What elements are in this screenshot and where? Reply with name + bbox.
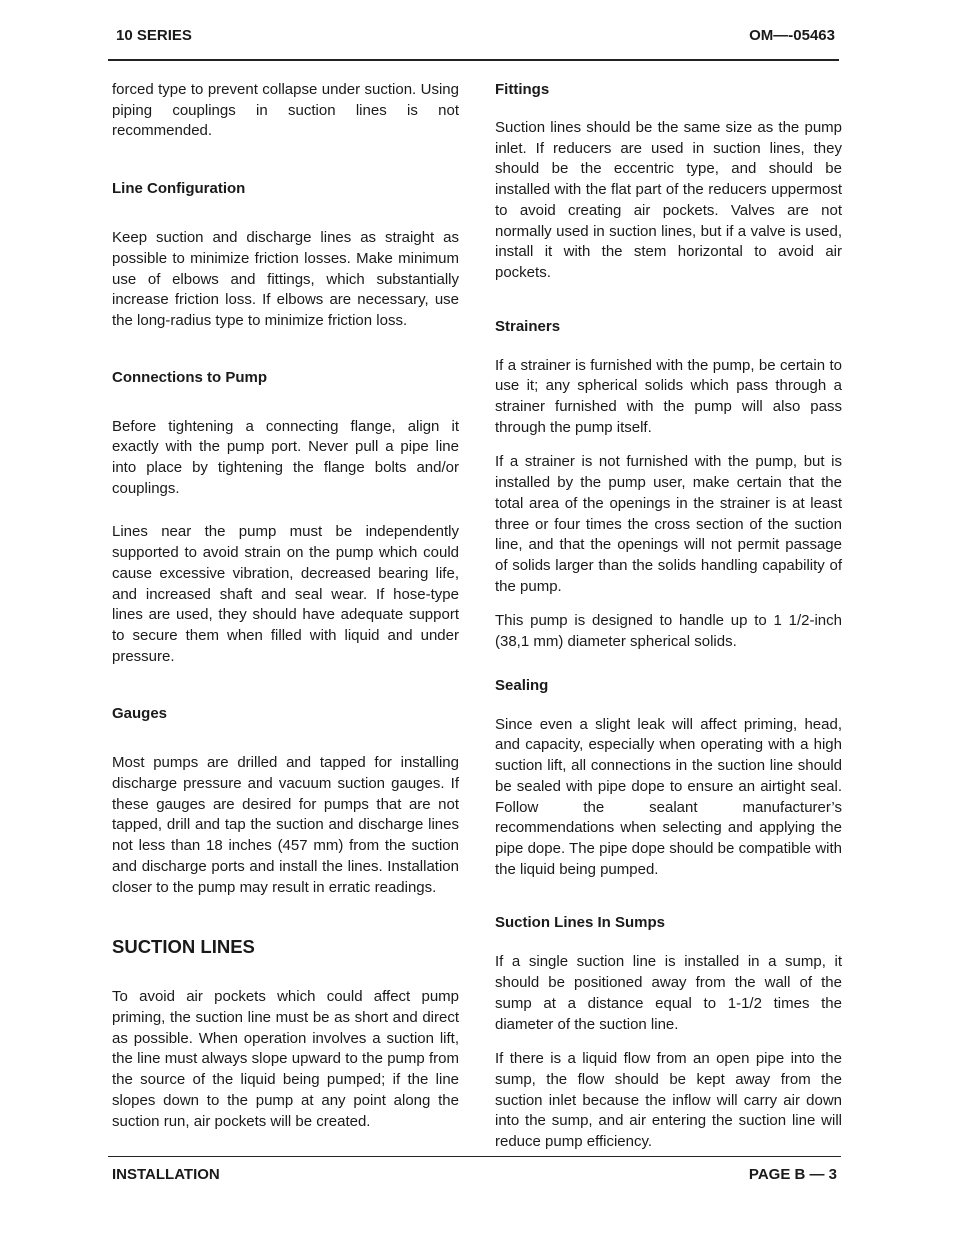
header-series: 10 SERIES: [116, 27, 192, 44]
right-column: [495, 80, 842, 1153]
sumps-paragraph-1: If a single suction line is installed in a sump, it should be positioned away from the wall of the sump at a distance equal to 1-1/2 times the diameter of the suction line.: [495, 953, 842, 1033]
suction-lines-paragraph: To avoid air pockets which could affect pump priming, the suction line must be as short and direct as possible. When operation involves a suction lift, the line must always slope upward to the pump from the source of the liquid being pumped; if the line slopes down to the pump at any point along the suction run, air pockets will be created.: [112, 988, 459, 1130]
footer-page-number: PAGE B — 3: [748, 1166, 837, 1183]
footer-section: INSTALLATION: [112, 1166, 220, 1183]
strainers-paragraph-1: If a strainer is furnished with the pump, be certain to use it; any spherical solids which pass through a strainer furnished with the pump will also pass through the pump itself.: [495, 356, 842, 436]
connections-paragraph-2: Lines near the pump must be independently supported to avoid strain on the pump which could cause excessive vibration, decreased bearing life, and increased shaft and seal wear. If hose-type lines are used, they should have adequate support to secure them when filled with liquid and under pressure.: [112, 523, 459, 665]
fittings-heading: Fittings: [495, 81, 550, 98]
line-configuration-paragraph: Keep suction and discharge lines as straight as possible to minimize friction losses. Make minimum use of elbows and fittings, which substantially increase friction loss. If elbows are necessary, use the long-radius type to minimize friction loss.: [112, 229, 459, 329]
connections-to-pump-heading: Connections to Pump: [112, 368, 267, 386]
footer-rule: [108, 1156, 841, 1157]
continued-paragraph: forced type to prevent collapse under suction. Using piping couplings in suction lines is not recommended.: [112, 81, 459, 140]
sumps-paragraph-2: If there is a liquid flow from an open pipe into the sump, the flow should be kept away from the suction inlet because the inflow will carry air down into the sump, and air entering the suction line will reduce pump efficiency.: [495, 1050, 842, 1151]
sealing-paragraph: Since even a slight leak will affect priming, head, and capacity, especially when operating with a high suction lift, all connections in the suction line should be sealed with pipe dope to ensure an airtight seal. Follow the sealant manufacturer’s recommendations when selecting and applying the pipe dope. The pipe dope should be compatible with the liquid being pumped.: [495, 715, 842, 878]
header-document-number: OM—-05463: [749, 27, 835, 44]
strainers-heading: Strainers: [495, 317, 561, 335]
strainers-paragraph-3: This pump is designed to handle up to 1 1/2-inch (38,1 mm) diameter spherical solids.: [495, 612, 842, 651]
strainers-paragraph-2: If a strainer is not furnished with the pump, but is installed by the pump user, make certain that the total area of the openings in the strainer is at least three or four times the cross section of the suction line, and that the openings will not permit passage of solids larger than the solids handling capability of the pump.: [495, 453, 842, 595]
suction-lines-heading: SUCTION LINES: [112, 936, 255, 958]
left-column: [112, 80, 459, 1132]
suction-lines-in-sumps-heading: Suction Lines In Sumps: [495, 914, 666, 932]
sealing-heading: Sealing: [495, 676, 549, 694]
connections-paragraph-1: Before tightening a connecting flange, align it exactly with the pump port. Never pull a pipe line into place by tightening the flange bolts and/or couplings.: [112, 417, 459, 497]
header-rule: [108, 59, 839, 61]
gauges-heading: Gauges: [112, 705, 168, 723]
gauges-paragraph: Most pumps are drilled and tapped for installing discharge pressure and vacuum suction gauges. If these gauges are desired for pumps that are not tapped, drill and tap the suction and discharge lines not less than 18 inches (457 mm) from the suction and discharge ports and install the lines. Installation closer to the pump may result in erratic readings.: [112, 754, 459, 896]
fittings-paragraph: Suction lines should be the same size as the pump inlet. If reducers are used in suction lines, they should be the eccentric type, and should be installed with the flat part of the reducers uppermost to avoid creating air pockets. Valves are not normally used in suction lines, but if a valve is used, install it with the stem horizontal to avoid air pockets.: [495, 119, 842, 281]
line-configuration-heading: Line Configuration: [112, 180, 246, 198]
